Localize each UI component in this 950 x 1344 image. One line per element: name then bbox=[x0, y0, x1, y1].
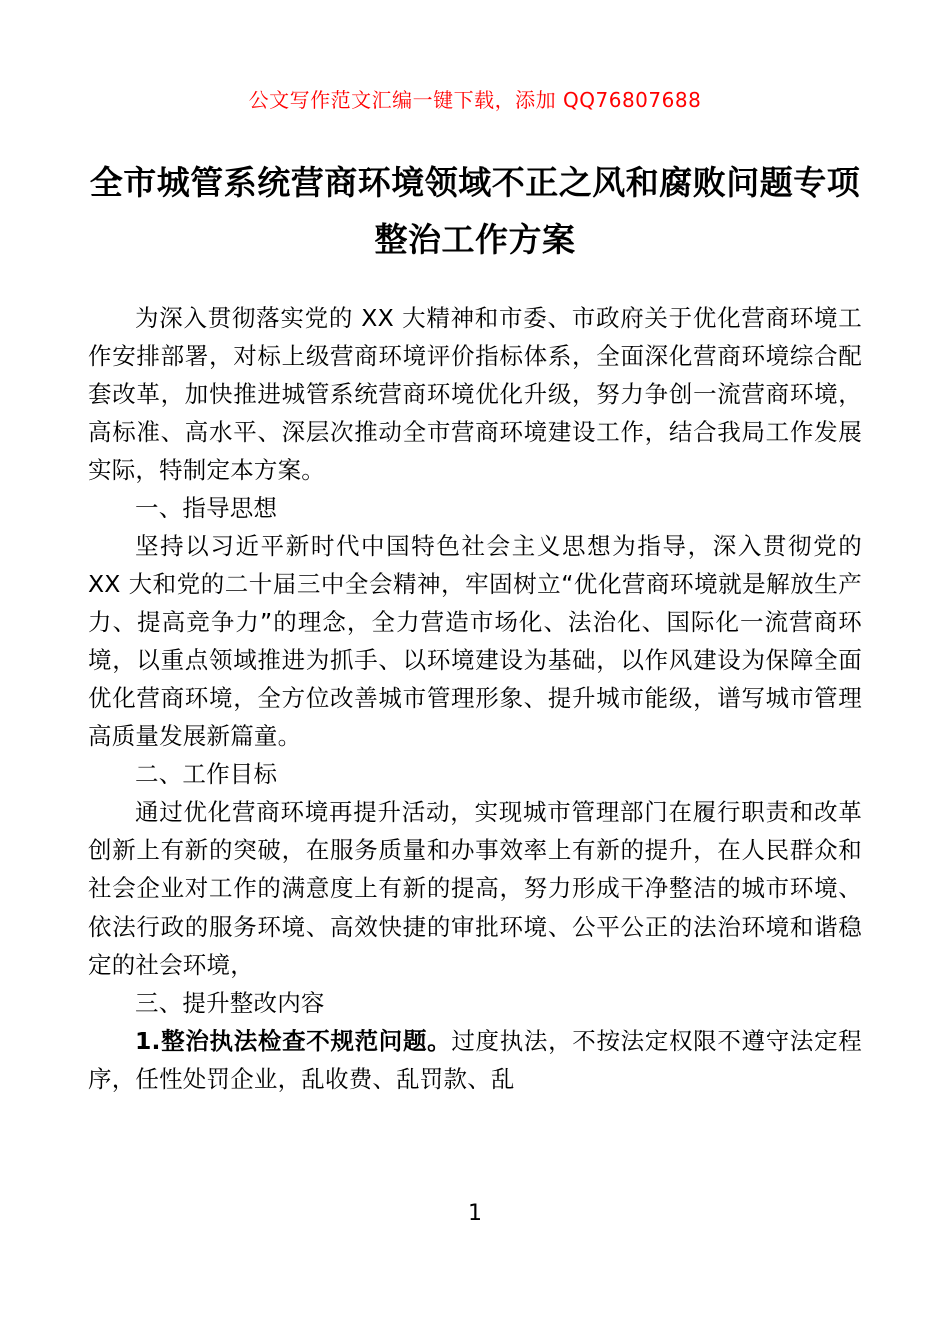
section-heading-3: 三、提升整改内容 bbox=[135, 988, 325, 1017]
paragraph-section-2: 通过优化营商环境再提升活动，实现城市管理部门在履行职责和改革创新上有新的突破，在服务质量和办事效率上有新的提升，在人民群众和社会企业对工作的满意度上有新的提高，努力形成干净整洁的城市环境、依法行政的服务环境、高效快捷的审批环境、公平公正的法治环境和谐稳定的社会环境， bbox=[88, 798, 862, 979]
page-number: 1 bbox=[468, 1201, 482, 1226]
item-1-text: 过度执法，不按法定权限不遵守法定程序，任性处罚企业，乱收费、乱罚款、乱 bbox=[88, 1026, 862, 1093]
section-heading-2: 二、工作目标 bbox=[135, 760, 278, 789]
paragraph-section-1: 坚持以习近平新时代中国特色社会主义思想为指导，深入贯彻党的 XX 大和党的二十届三中全会精神，牢固树立“优化营商环境就是解放生产力、提高竞争力”的理念，全力营造市场化、法治化、国际化一流营商环境，以重点领域推进为抓手、以环境建设为基础，以作风建设为保障全面优化营商环境，全方位改善城市管理形象、提升城市能级，谱写城市管理高质量发展新篇童。 bbox=[88, 531, 862, 751]
paragraph-item-1 bbox=[88, 1022, 862, 1098]
section-heading-1: 一、指导思想 bbox=[135, 493, 278, 522]
document-body bbox=[88, 299, 862, 1098]
paragraph-intro: 为深入贯彻落实党的 XX 大精神和市委、市政府关于优化营商环境工作安排部署，对标上级营商环境评价指标体系，全面深化营商环境综合配套改革，加快推进城管系统营商环境优化升级，努力争创一流营商环境，高标准、高水平、深层次推动全市营商环境建设工作，结合我局工作发展实际，特制定本方案。 bbox=[88, 303, 862, 484]
item-1-lead: 1.整治执法检查不规范问题。 bbox=[135, 1026, 452, 1055]
page-title: 全市城管系统营商环境领域不正之风和腐败问题专项整治工作方案 bbox=[89, 163, 861, 259]
watermark-text: 公文写作范文汇编一键下载，添加 QQ76807688 bbox=[248, 88, 702, 112]
